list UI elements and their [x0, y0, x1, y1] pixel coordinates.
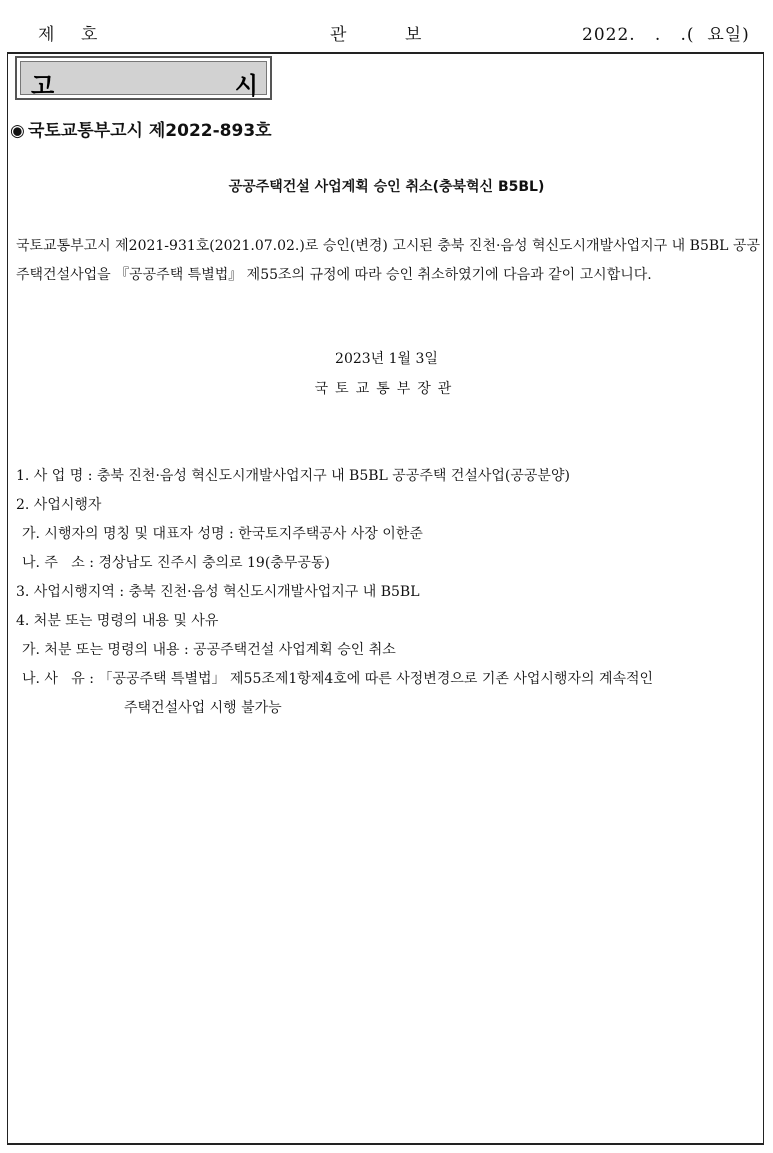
- gazette-header-date: 2022. . .( 요일): [582, 25, 750, 45]
- section-label-right: 시: [234, 72, 258, 100]
- item-reason-continued: 주택건설사업 시행 불가능: [124, 700, 282, 716]
- item-project-name: 1. 사 업 명 : 충북 진천·음성 혁신도시개발사업지구 내 B5BL 공공주택 건설사업(공공분양): [16, 468, 570, 484]
- gazette-header-center: 관 보: [330, 25, 423, 45]
- notice-number: [10, 116, 272, 141]
- item-reason: 나. 사 유 : 「공공주택 특별법」 제55조제1항제4호에 따른 사정변경으로 기존 사업시행자의 계속적인: [22, 671, 654, 687]
- notice-body: 국토교통부고시 제2021-931호(2021.07.02.)로 승인(변경) 고시된 충북 진천·음성 혁신도시개발사업지구 내 B5BL 공공주택건설사업을 『공공주택 특별법』 제55조의 규정에 따라 승인 취소하였기에 다음과 같이 고시합니다.: [16, 238, 760, 283]
- item-operator-name: 가. 시행자의 명칭 및 대표자 성명 : 한국토지주택공사 사장 이한준: [22, 526, 423, 542]
- notice-number-text: 국토교통부고시 제2022-893호: [28, 121, 272, 141]
- item-operator-heading: 2. 사업시행자: [16, 497, 102, 513]
- section-label-fill: [20, 61, 267, 100]
- section-label-left: 고: [31, 72, 55, 100]
- section-label-box: [15, 56, 272, 100]
- notice-items: [16, 462, 766, 723]
- item-project-area: 3. 사업시행지역 : 충북 진천·음성 혁신도시개발사업지구 내 B5BL: [16, 584, 420, 600]
- item-operator-address: 나. 주 소 : 경상남도 진주시 충의로 19(충무공동): [22, 555, 330, 571]
- item-disposition-heading: 4. 처분 또는 명령의 내용 및 사유: [16, 613, 219, 629]
- minister-signature: 국토교통부장관: [314, 381, 459, 397]
- notice-date: 2023년 1월 3일: [335, 351, 438, 367]
- bullet-icon: ◉: [10, 121, 25, 141]
- gazette-header-left: 제 호: [38, 25, 99, 45]
- item-disposition-content: 가. 처분 또는 명령의 내용 : 공공주택건설 사업계획 승인 취소: [22, 642, 396, 658]
- notice-title: 공공주택건설 사업계획 승인 취소(충북혁신 B5BL): [228, 179, 545, 195]
